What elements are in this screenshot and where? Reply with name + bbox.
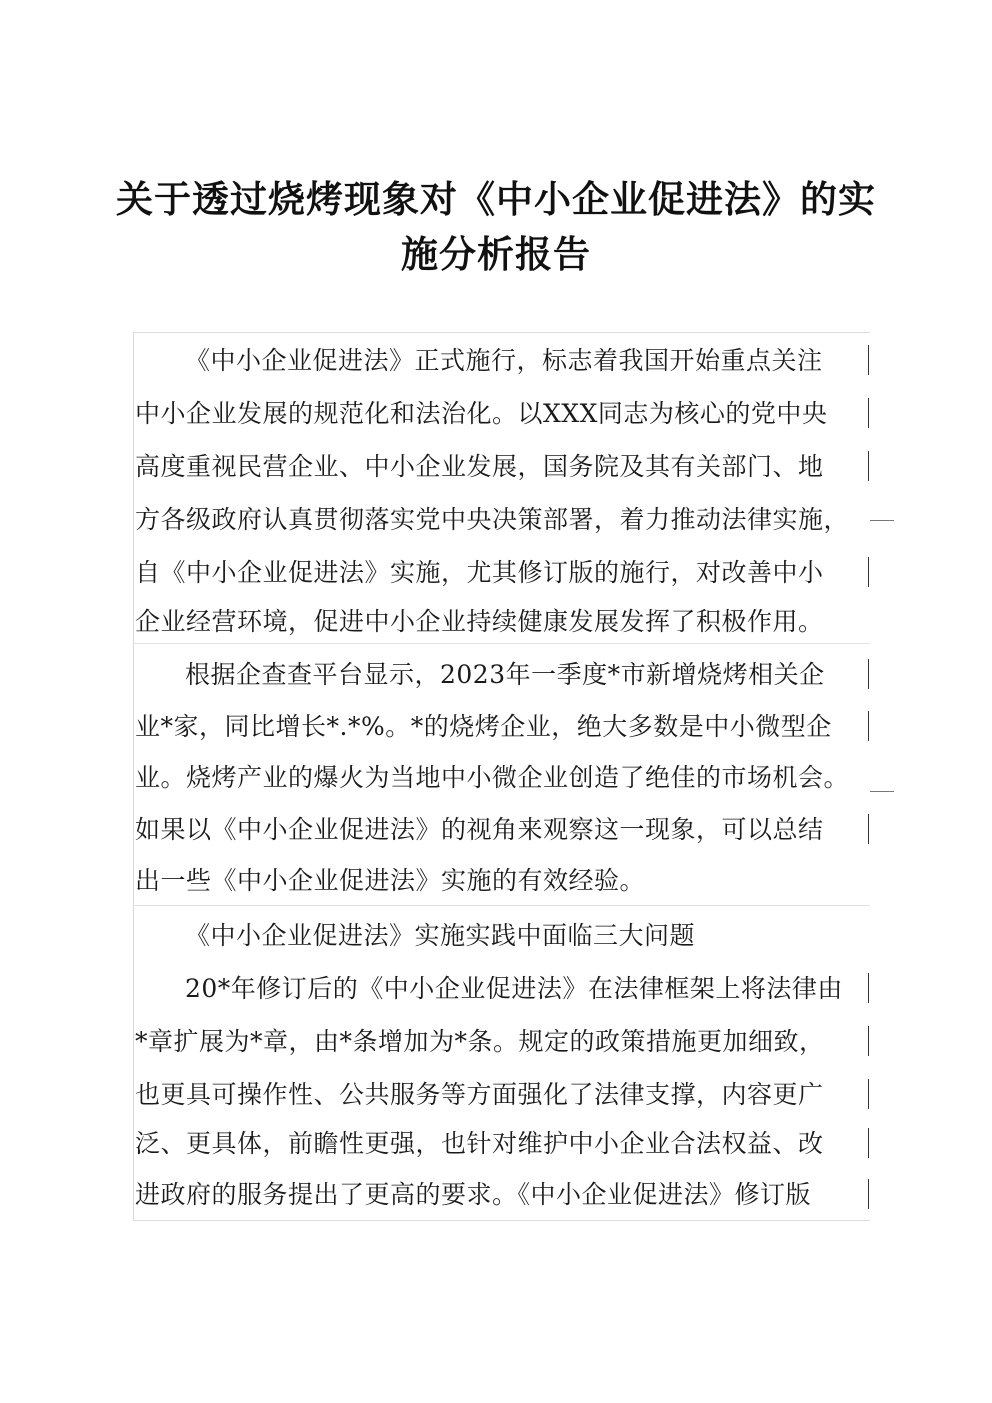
text-line: 自《中小企业促进法》实施，尤其修订版的施行，对改善中小 [135, 558, 824, 587]
frame-top-border [133, 332, 870, 333]
text-line: 高度重视民营企业、中小企业发展，国务院及其有关部门、地 [135, 452, 824, 481]
line-end-mark [868, 1179, 869, 1209]
text-line: *章扩展为*章，由*条增加为*条。规定的政策措施更加细致， [135, 1027, 825, 1056]
line-end-mark [868, 814, 869, 844]
line-end-mark [868, 659, 869, 689]
line-end-mark [868, 345, 869, 375]
text-line: 中小企业发展的规范化和法治化。以XXX同志为核心的党中央 [135, 399, 828, 428]
text-line: 也更具可操作性、公共服务等方面强化了法律支撑，内容更广 [135, 1080, 824, 1109]
text-line: 业。烧烤产业的爆火为当地中小微企业创造了绝佳的市场机会。 [135, 763, 850, 792]
text-line: 20*年修订后的《中小企业促进法》在法律框架上将法律由 [185, 974, 843, 1003]
overflow-mark [870, 520, 894, 521]
text-line: 泛、更具体，前瞻性更强，也针对维护中小企业合法权益、改 [135, 1129, 824, 1158]
title-line-2: 施分析报告 [401, 233, 591, 276]
line-end-mark [868, 711, 869, 741]
line-end-mark [868, 398, 869, 428]
line-end-mark [868, 1079, 869, 1109]
line-end-mark [868, 451, 869, 481]
section-heading: 《中小企业促进法》实施实践中面临三大问题 [185, 921, 696, 950]
text-line: 《中小企业促进法》正式施行，标志着我国开始重点关注 [185, 346, 823, 375]
text-line: 企业经营环境，促进中小企业持续健康发展发挥了积极作用。 [135, 607, 824, 636]
line-end-mark [868, 1128, 869, 1158]
text-line: 方各级政府认真贯彻落实党中央决策部署，着力推动法律实施， [135, 505, 850, 534]
overflow-mark [870, 791, 894, 792]
title-line-1: 关于透过烧烤现象对《中小企业促进法》的实 [116, 178, 876, 221]
text-line: 如果以《中小企业促进法》的视角来观察这一现象，可以总结 [135, 815, 824, 844]
text-line: 业*家，同比增长*.*%。*的烧烤企业，绝大多数是中小微型企 [135, 712, 832, 741]
document-title [110, 172, 882, 282]
line-end-mark [868, 557, 869, 587]
line-end-mark [868, 1026, 869, 1056]
text-line: 进政府的服务提出了更高的要求。《中小企业促进法》修订版 [135, 1180, 812, 1209]
text-line: 根据企查查平台显示，2023年一季度*市新增烧烤相关企 [185, 660, 825, 689]
line-end-mark [868, 973, 869, 1003]
text-line: 出一些《中小企业促进法》实施的有效经验。 [135, 866, 646, 895]
